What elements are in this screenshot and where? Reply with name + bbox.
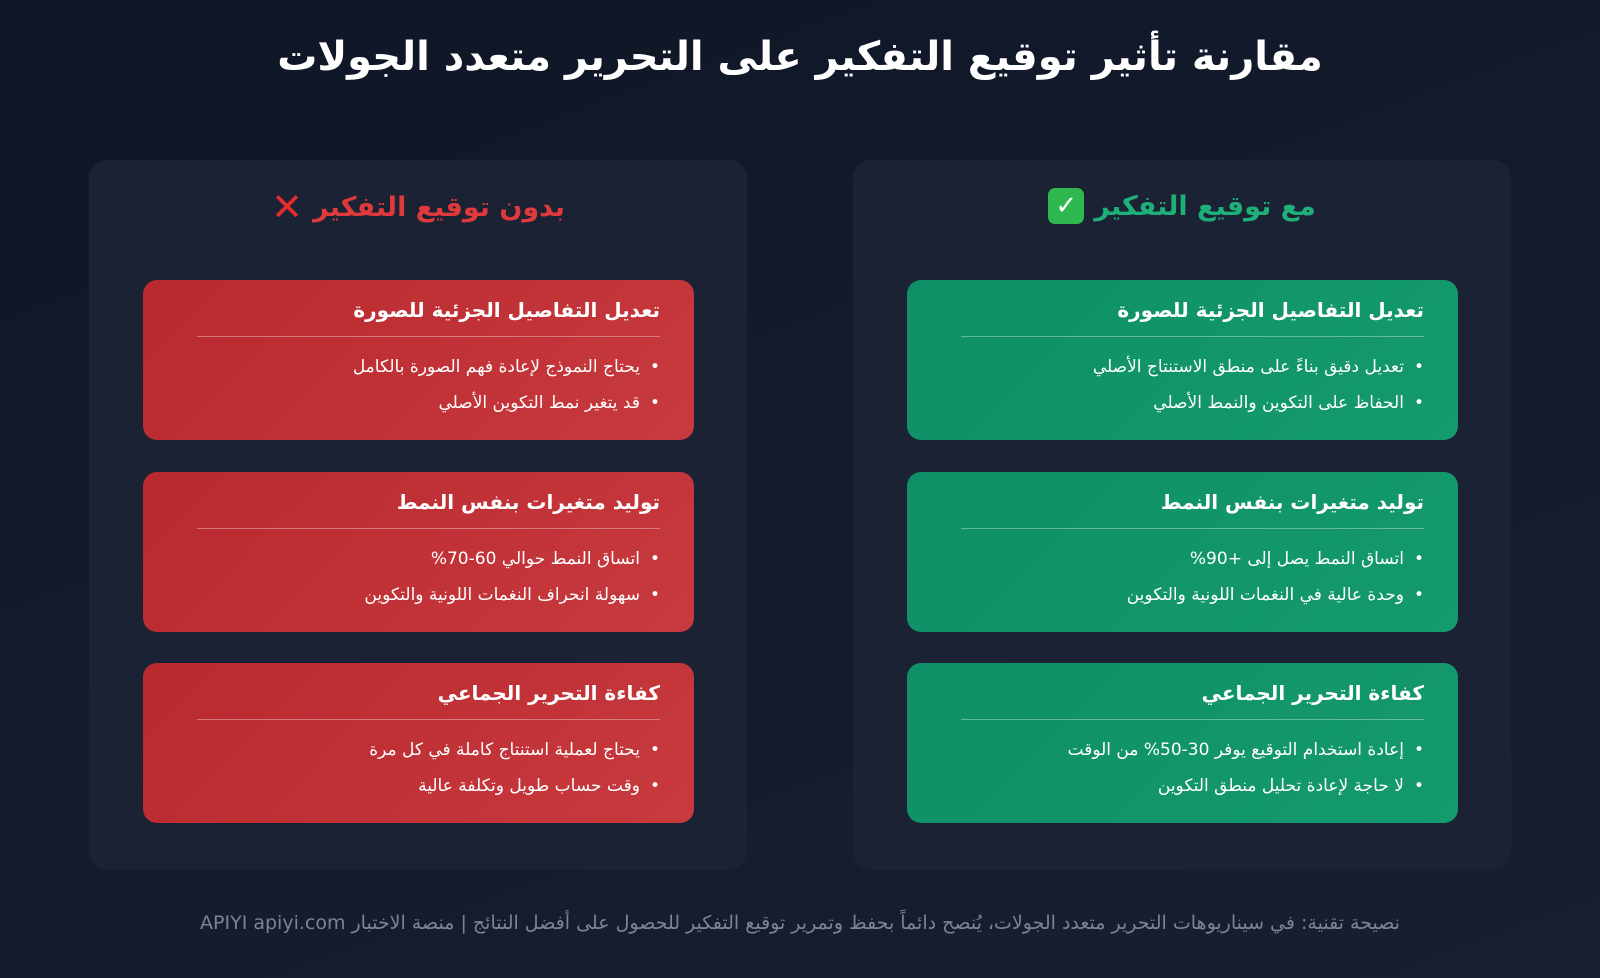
x-icon: ✕: [271, 185, 303, 229]
list-item: • وحدة عالية في النغمات اللونية والتكوين: [961, 577, 1424, 613]
card-title: توليد متغيرات بنفس النمط: [961, 490, 1424, 529]
card-title: كفاءة التحرير الجماعي: [197, 681, 660, 720]
with-panel-heading: [853, 188, 1511, 224]
card-title: توليد متغيرات بنفس النمط: [197, 490, 660, 529]
without-panel-heading-text: بدون توقيع التفكير: [312, 191, 565, 223]
list-item: • وقت حساب طويل وتكلفة عالية: [197, 768, 660, 804]
list-item: • قد يتغير نمط التكوين الأصلي: [197, 385, 660, 421]
list-item: • إعادة استخدام التوقيع يوفر 30-50% من الوقت: [961, 732, 1424, 768]
without-card-3: [143, 663, 694, 823]
without-card-2: [143, 472, 694, 632]
with-panel-heading-text: مع توقيع التفكير: [1094, 190, 1316, 222]
list-item: • يحتاج لعملية استنتاج كاملة في كل مرة: [197, 732, 660, 768]
list-item: • اتساق النمط حوالي 60-70%: [197, 541, 660, 577]
list-item: • تعديل دقيق بناءً على منطق الاستنتاج الأصلي: [961, 349, 1424, 385]
with-signature-panel: [853, 160, 1511, 870]
list-item: • يحتاج النموذج لإعادة فهم الصورة بالكامل: [197, 349, 660, 385]
list-item: • لا حاجة لإعادة تحليل منطق التكوين: [961, 768, 1424, 804]
without-panel-heading: [89, 185, 747, 229]
list-item: • الحفاظ على التكوين والنمط الأصلي: [961, 385, 1424, 421]
card-title: كفاءة التحرير الجماعي: [961, 681, 1424, 720]
check-icon: ✓: [1048, 188, 1084, 224]
with-card-1: [907, 280, 1458, 440]
footer-tip: نصيحة تقنية: في سيناريوهات التحرير متعدد الجولات، يُنصح دائماً بحفظ وتمرير توقيع التفكير للحصول على أفضل النتائج | منصة الاختبار APIYI apiyi.com: [200, 912, 1400, 934]
card-title: تعديل التفاصيل الجزئية للصورة: [961, 298, 1424, 337]
with-card-3: [907, 663, 1458, 823]
list-item: • اتساق النمط يصل إلى +90%: [961, 541, 1424, 577]
with-card-2: [907, 472, 1458, 632]
card-title: تعديل التفاصيل الجزئية للصورة: [197, 298, 660, 337]
without-signature-panel: [89, 160, 747, 870]
page-title: مقارنة تأثير توقيع التفكير على التحرير متعدد الجولات: [277, 34, 1323, 80]
list-item: • سهولة انحراف النغمات اللونية والتكوين: [197, 577, 660, 613]
without-card-1: [143, 280, 694, 440]
